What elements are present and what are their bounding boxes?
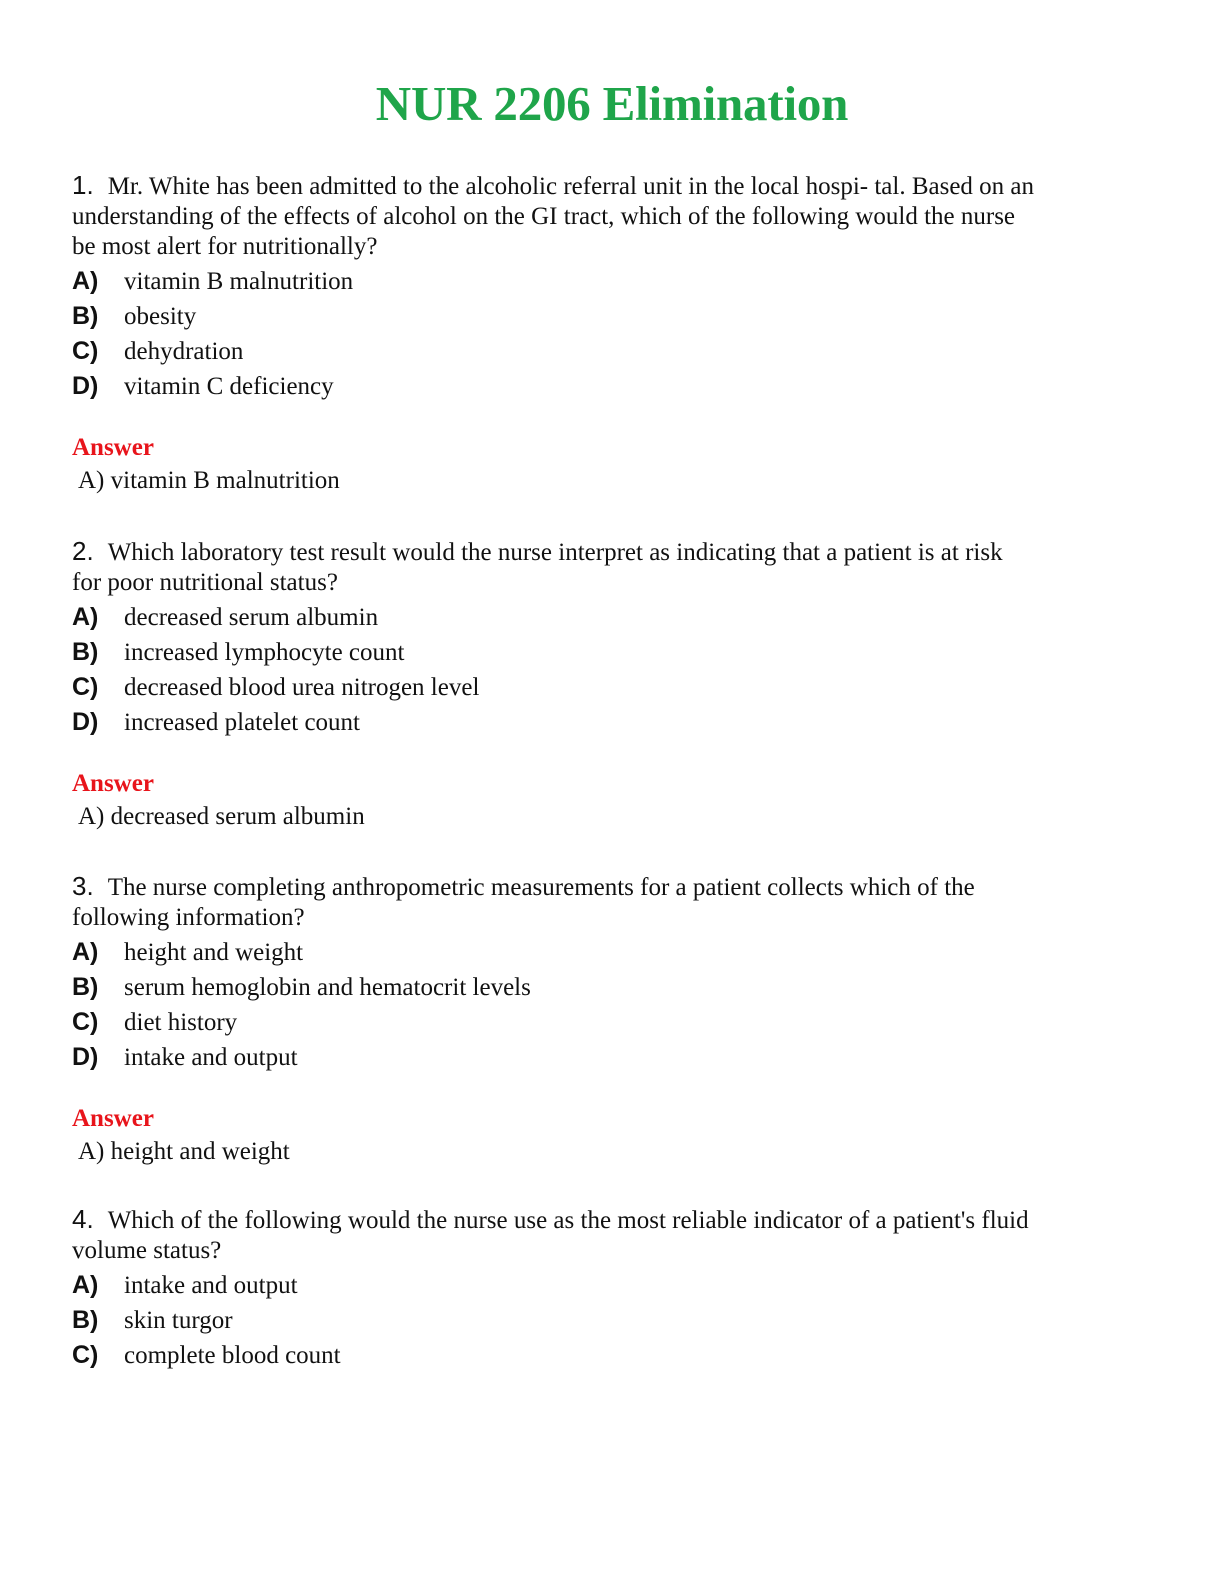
option-d xyxy=(72,369,1152,404)
option-letter: B) xyxy=(72,1306,99,1334)
stem-line: be most alert for nutritionally? xyxy=(72,233,378,260)
question-stem xyxy=(72,170,1152,262)
option-text: diet history xyxy=(124,1009,238,1036)
option-b xyxy=(72,970,1152,1005)
option-d xyxy=(72,705,1152,740)
option-letter: B) xyxy=(72,973,99,1001)
options-list xyxy=(72,935,1152,1075)
stem-line: for poor nutritional status? xyxy=(72,569,338,596)
option-letter: D) xyxy=(72,1043,99,1071)
option-c xyxy=(72,1338,1152,1373)
option-letter: A) xyxy=(72,938,99,966)
option-letter: C) xyxy=(72,1008,99,1036)
question-2 xyxy=(72,536,1152,834)
option-a xyxy=(72,1268,1152,1303)
option-letter: C) xyxy=(72,1341,99,1369)
stem-line: Which of the following would the nurse use as the most reliable indicator of a patient's fluid xyxy=(107,1207,1029,1234)
option-text: intake and output xyxy=(124,1044,298,1071)
option-letter: A) xyxy=(72,267,99,295)
options-list xyxy=(72,264,1152,404)
option-text: skin turgor xyxy=(124,1307,233,1334)
document-title: NUR 2206 Elimination xyxy=(375,76,849,131)
option-c xyxy=(72,1005,1152,1040)
stem-line: The nurse completing anthropometric measurements for a patient collects which of the xyxy=(107,874,975,901)
option-text: serum hemoglobin and hematocrit levels xyxy=(124,974,531,1001)
option-letter: D) xyxy=(72,372,99,400)
option-letter: A) xyxy=(72,603,99,631)
question-number: 4. xyxy=(72,1204,94,1234)
answer-label: Answer xyxy=(72,434,154,461)
stem-line: Mr. White has been admitted to the alcoholic referral unit in the local hospi- tal. Based on an xyxy=(107,173,1035,200)
question-stem xyxy=(72,871,1152,933)
options-list xyxy=(72,1268,1152,1373)
option-letter: C) xyxy=(72,673,99,701)
option-text: increased lymphocyte count xyxy=(124,639,405,666)
stem-line: understanding of the effects of alcohol on the GI tract, which of the following would the nurse xyxy=(72,203,1016,230)
option-text: intake and output xyxy=(124,1272,298,1299)
question-1 xyxy=(72,170,1152,498)
question-stem xyxy=(72,536,1152,598)
option-letter: B) xyxy=(72,302,99,330)
stem-line: following information? xyxy=(72,904,305,931)
option-a xyxy=(72,935,1152,970)
stem-line: Which laboratory test result would the nurse interpret as indicating that a patient is at risk xyxy=(107,539,1003,566)
answer-label: Answer xyxy=(72,1105,154,1132)
answer-text: A) decreased serum albumin xyxy=(78,803,365,830)
option-b xyxy=(72,1303,1152,1338)
option-text: vitamin B malnutrition xyxy=(124,268,354,295)
answer-text: A) height and weight xyxy=(78,1138,290,1165)
option-text: increased platelet count xyxy=(124,709,360,736)
option-text: decreased blood urea nitrogen level xyxy=(124,674,480,701)
option-letter: A) xyxy=(72,1271,99,1299)
option-b xyxy=(72,635,1152,670)
question-number: 1. xyxy=(72,170,94,200)
question-stem xyxy=(72,1204,1152,1266)
option-text: dehydration xyxy=(124,338,244,365)
answer-label: Answer xyxy=(72,770,154,797)
option-b xyxy=(72,299,1152,334)
question-number: 3. xyxy=(72,871,94,901)
option-text: height and weight xyxy=(124,939,304,966)
option-letter: D) xyxy=(72,708,99,736)
option-text: complete blood count xyxy=(124,1342,341,1369)
option-text: obesity xyxy=(124,303,197,330)
question-number: 2. xyxy=(72,536,94,566)
option-a xyxy=(72,600,1152,635)
option-a xyxy=(72,264,1152,299)
stem-line: volume status? xyxy=(72,1237,222,1264)
question-3 xyxy=(72,871,1152,1169)
option-text: decreased serum albumin xyxy=(124,604,379,631)
option-letter: C) xyxy=(72,337,99,365)
option-text: vitamin C deficiency xyxy=(124,373,334,400)
answer-text: A) vitamin B malnutrition xyxy=(78,467,340,494)
option-letter: B) xyxy=(72,638,99,666)
options-list xyxy=(72,600,1152,740)
option-d xyxy=(72,1040,1152,1075)
option-c xyxy=(72,670,1152,705)
question-4 xyxy=(72,1204,1152,1373)
option-c xyxy=(72,334,1152,369)
